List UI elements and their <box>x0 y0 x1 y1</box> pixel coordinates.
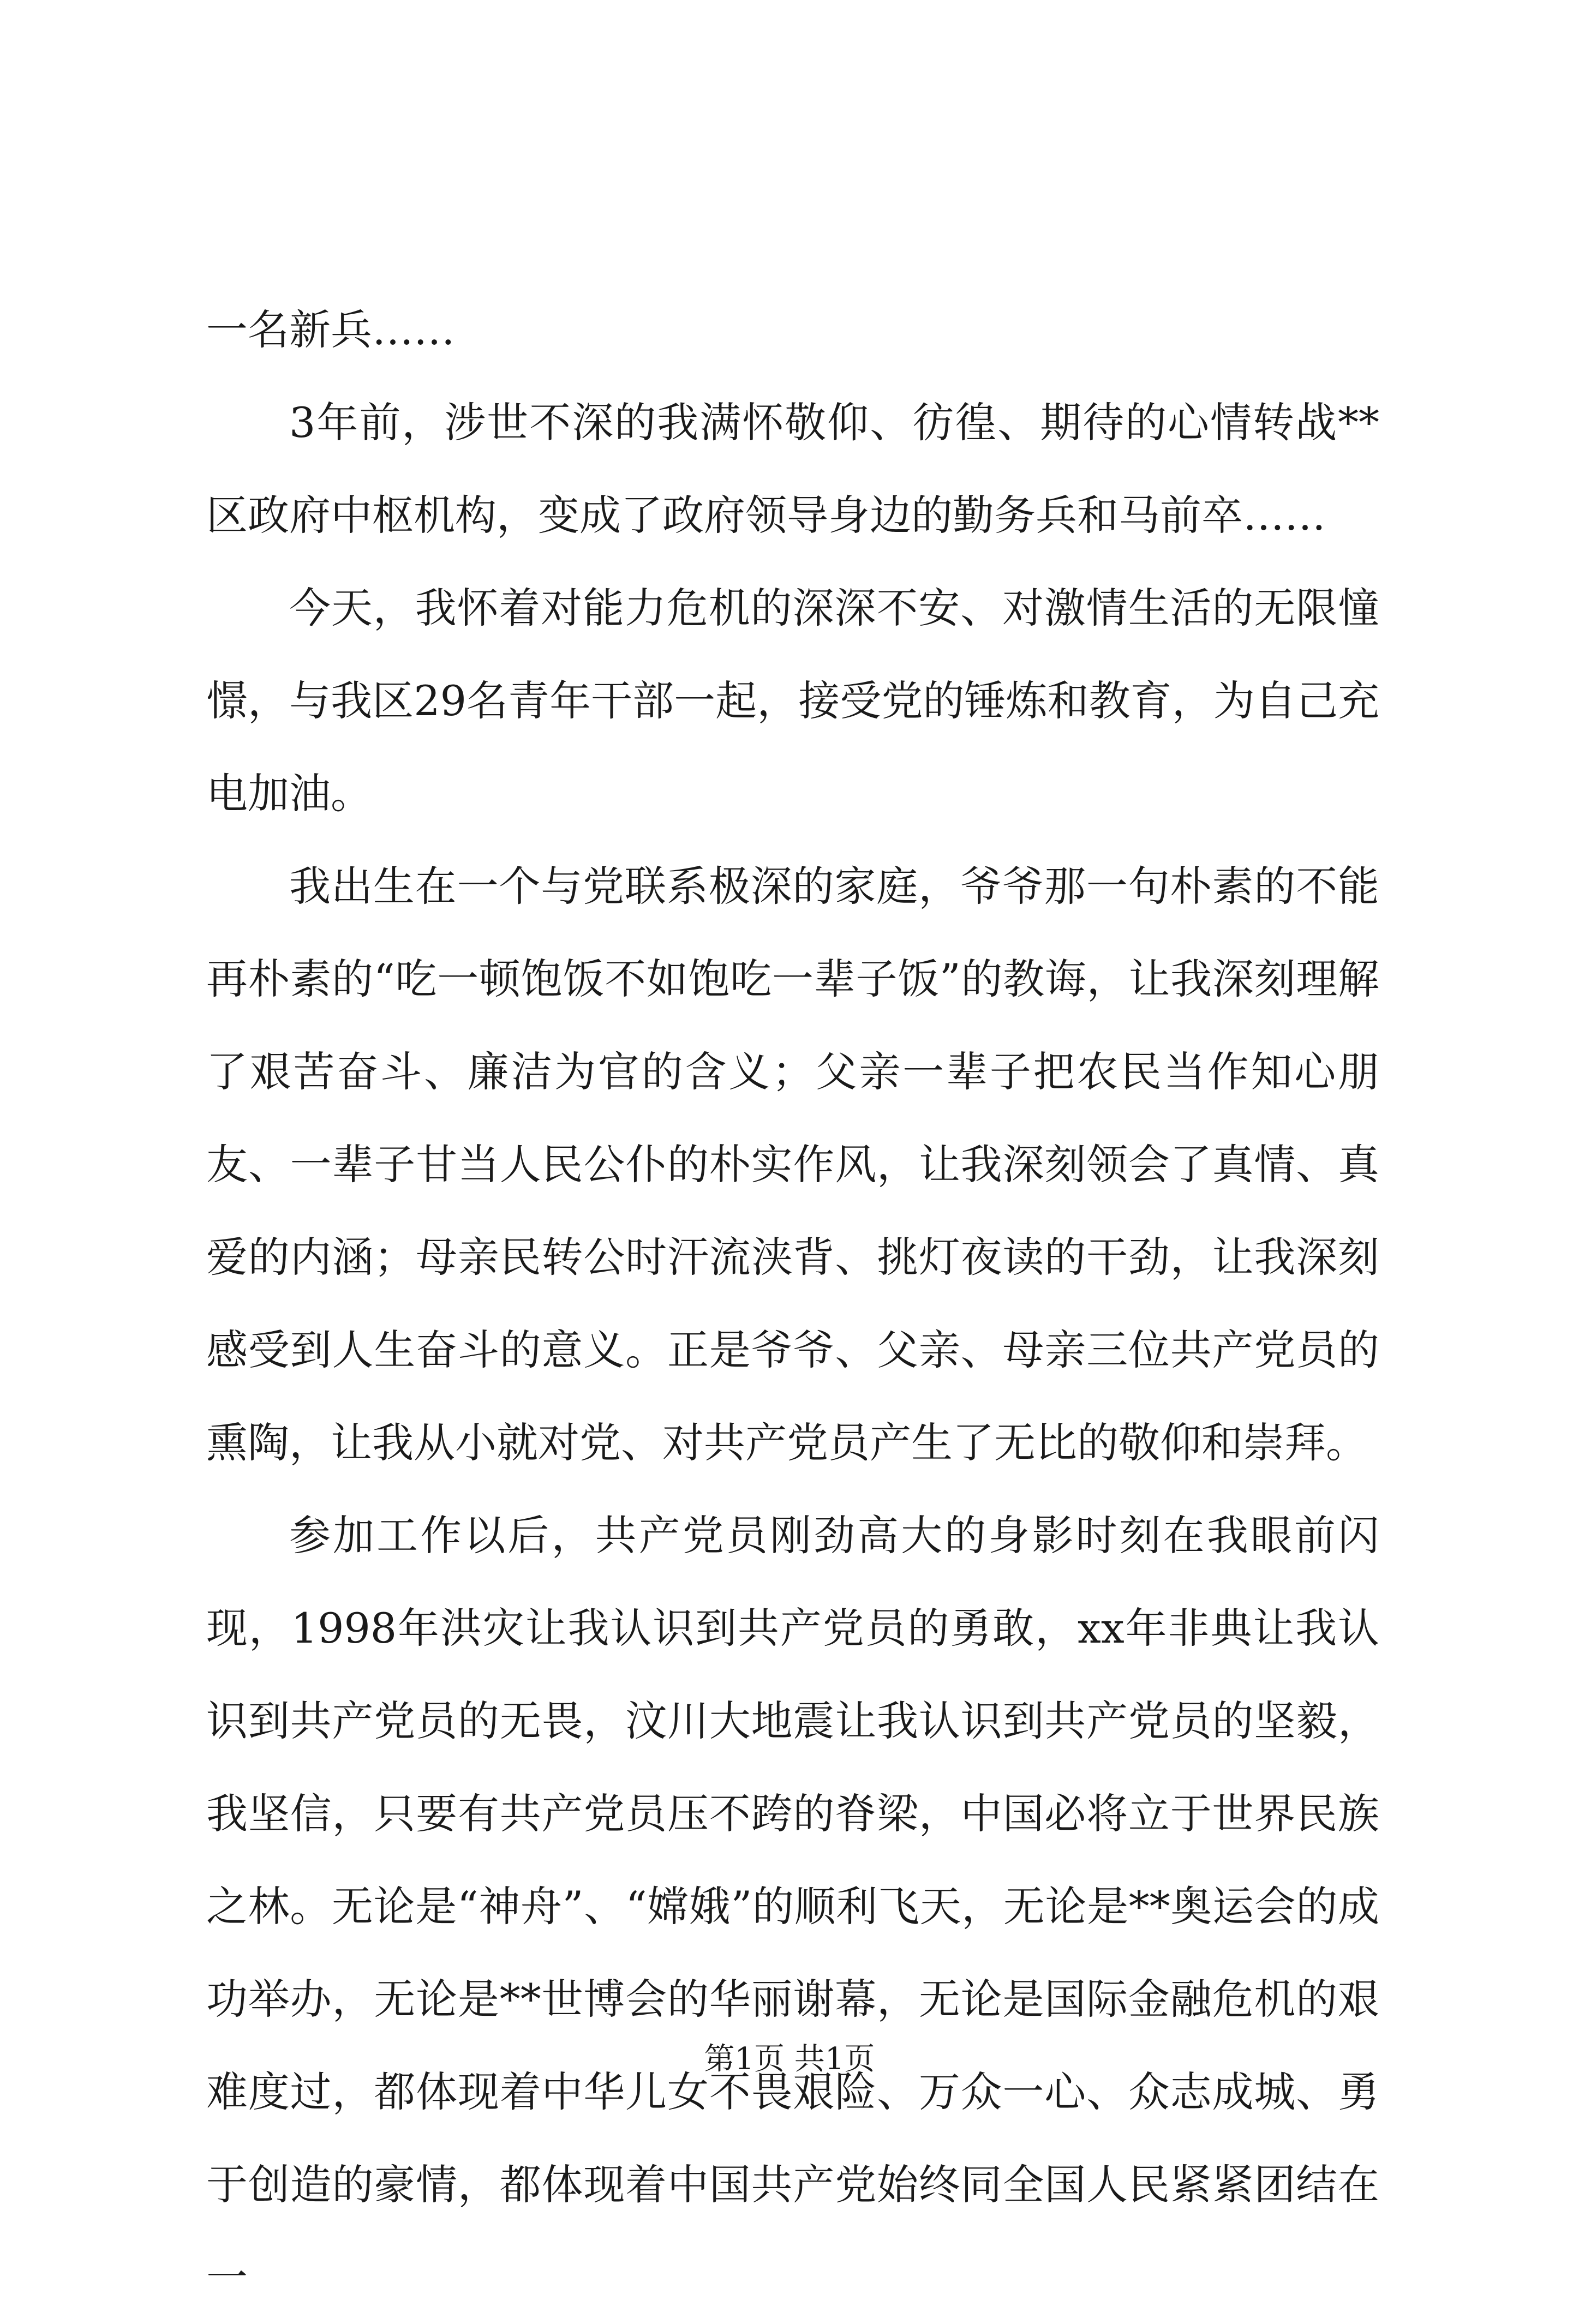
paragraph: 3年前，涉世不深的我满怀敬仰、彷徨、期待的心情转战**区政府中枢机构，变成了政府领导身边的勤务兵和马前卒…… <box>206 398 1379 540</box>
paragraph-continuation: 一名新兵…… <box>206 306 455 354</box>
paragraph: 参加工作以后，共产党员刚劲高大的身影时刻在我眼前闪现，1998年洪灾让我认识到共产党员的勇敢，xx年非典让我认识到共产党员的无畏，汶川大地震让我认识到共产党员的坚毅，我坚信，只要有共产党员压不跨的脊梁，中国必将立于世界民族之林。无论是“神舟”、“嫦娥”的顺利飞天，无论是**奥运会的成功举办，无论是**世博会的华丽谢幕，无论是国际金融危机的艰难度过，都体现着中华儿女不畏艰险、万众一心、众志成城、勇于创造的豪情，都体现着中国共产党始终同全国人民紧紧团结在一 <box>206 1511 1379 2302</box>
document-body <box>206 284 1379 2324</box>
page-footer: 第1页 共1页 <box>704 2041 875 2077</box>
paragraph: 我出生在一个与党联系极深的家庭，爷爷那一句朴素的不能再朴素的“吃一顿饱饭不如饱吃一辈子饭”的教诲，让我深刻理解了艰苦奋斗、廉洁为官的含义；父亲一辈子把农民当作知心朋友、一辈子甘当人民公仆的朴实作风，让我深刻领会了真情、真爱的内涵；母亲民转公时汗流浃背、挑灯夜读的干劲，让我深刻感受到人生奋斗的意义。正是爷爷、父亲、母亲三位共产党员的熏陶，让我从小就对党、对共产党员产生了无比的敬仰和崇拜。 <box>206 862 1379 1467</box>
paragraph: 今天，我怀着对能力危机的深深不安、对激情生活的无限憧憬，与我区29名青年干部一起，接受党的锤炼和教育，为自己充电加油。 <box>206 584 1379 818</box>
